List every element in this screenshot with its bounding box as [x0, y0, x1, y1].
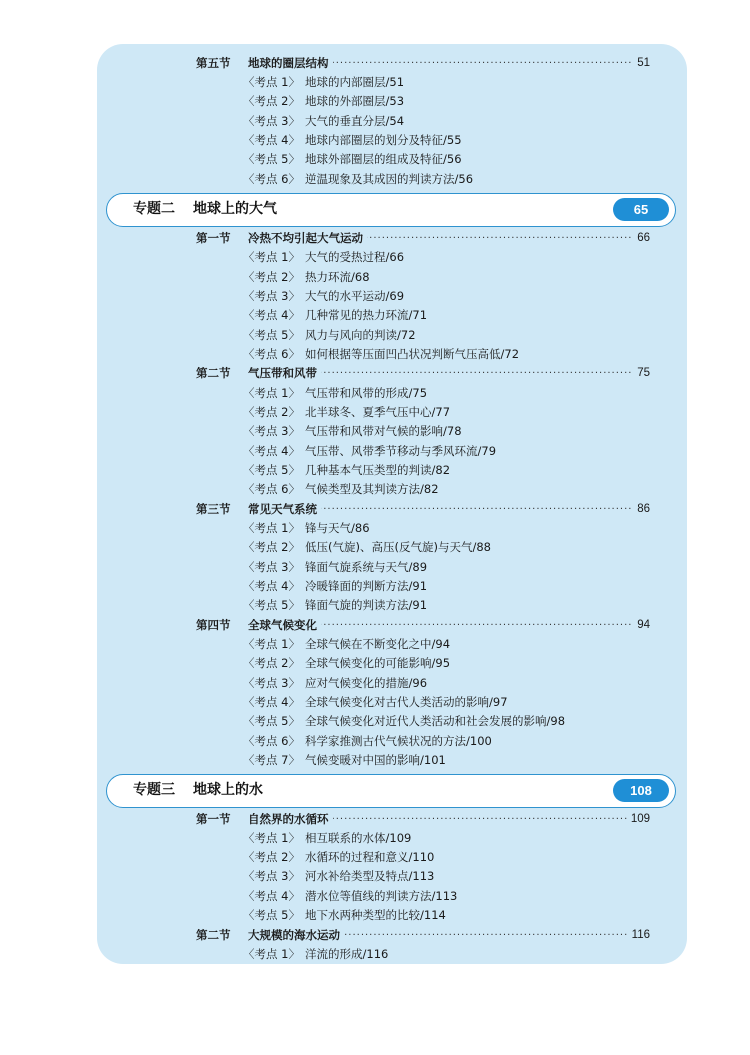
- kaodian-tag: 〈考点 2〉: [243, 270, 300, 284]
- page-number: 116: [628, 926, 650, 945]
- kaodian-row[interactable]: [0, 538, 750, 557]
- page-number: 86: [633, 500, 650, 519]
- kaodian-tag: 〈考点 6〉: [243, 482, 300, 496]
- section-row[interactable]: [0, 364, 750, 383]
- topic-header[interactable]: [106, 774, 676, 808]
- kaodian-row[interactable]: [0, 73, 750, 92]
- kaodian-tag: 〈考点 3〉: [243, 114, 300, 128]
- kaodian-text: 应对气候变化的措施/96: [305, 676, 428, 690]
- kaodian-tag: 〈考点 1〉: [243, 831, 300, 845]
- kaodian-row[interactable]: [0, 654, 750, 673]
- kaodian-text: 气候类型及其判读方法/82: [305, 482, 439, 496]
- kaodian-row[interactable]: [0, 461, 750, 480]
- kaodian-row[interactable]: [0, 112, 750, 131]
- section-title: 气压带和风带: [248, 364, 321, 383]
- kaodian-row[interactable]: [0, 558, 750, 577]
- kaodian-row[interactable]: [0, 422, 750, 441]
- kaodian-tag: 〈考点 3〉: [243, 869, 300, 883]
- kaodian-tag: 〈考点 1〉: [243, 386, 300, 400]
- section-label: 第三节: [196, 502, 231, 516]
- kaodian-row[interactable]: [0, 287, 750, 306]
- kaodian-tag: 〈考点 7〉: [243, 753, 300, 767]
- kaodian-row[interactable]: [0, 887, 750, 906]
- kaodian-row[interactable]: [0, 732, 750, 751]
- kaodian-row[interactable]: [0, 384, 750, 403]
- kaodian-row[interactable]: [0, 268, 750, 287]
- kaodian-tag: 〈考点 4〉: [243, 695, 300, 709]
- kaodian-tag: 〈考点 6〉: [243, 347, 300, 361]
- kaodian-text: 热力环流/68: [305, 270, 370, 284]
- kaodian-row[interactable]: [0, 170, 750, 189]
- kaodian-row[interactable]: [0, 867, 750, 886]
- page-number: 109: [627, 810, 650, 829]
- kaodian-text: 锋面气旋系统与天气/89: [305, 560, 428, 574]
- section-row[interactable]: [0, 616, 750, 635]
- kaodian-text: 地球内部圈层的划分及特征/55: [305, 133, 462, 147]
- section-title: 常见天气系统: [248, 500, 321, 519]
- kaodian-tag: 〈考点 3〉: [243, 289, 300, 303]
- kaodian-text: 锋与天气/86: [305, 521, 370, 535]
- kaodian-row[interactable]: [0, 480, 750, 499]
- kaodian-row[interactable]: [0, 248, 750, 267]
- kaodian-text: 锋面气旋的判读方法/91: [305, 598, 428, 612]
- topic-title: 地球上的水: [193, 782, 263, 798]
- page-number: 94: [633, 616, 650, 635]
- kaodian-text: 气候变暖对中国的影响/101: [305, 753, 446, 767]
- kaodian-row[interactable]: [0, 945, 750, 964]
- kaodian-tag: 〈考点 2〉: [243, 405, 300, 419]
- kaodian-text: 大气的受热过程/66: [305, 250, 405, 264]
- kaodian-tag: 〈考点 3〉: [243, 676, 300, 690]
- kaodian-row[interactable]: [0, 751, 750, 770]
- kaodian-text: 气压带和风带对气候的影响/78: [305, 424, 462, 438]
- kaodian-text: 洋流的形成/116: [305, 947, 389, 961]
- kaodian-tag: 〈考点 4〉: [243, 308, 300, 322]
- kaodian-row[interactable]: [0, 906, 750, 925]
- kaodian-text: 水循环的过程和意义/110: [305, 850, 435, 864]
- kaodian-text: 地球的外部圈层/53: [305, 94, 405, 108]
- topic-label: 专题三: [133, 782, 175, 798]
- section-row[interactable]: [0, 810, 750, 829]
- page-number: 51: [633, 54, 650, 73]
- section-title: 大规模的海水运动: [248, 926, 344, 945]
- section-label: 第四节: [196, 618, 231, 632]
- kaodian-row[interactable]: [0, 693, 750, 712]
- kaodian-row[interactable]: [0, 92, 750, 111]
- section-label: 第一节: [196, 812, 231, 826]
- kaodian-text: 潜水位等值线的判读方法/113: [305, 889, 458, 903]
- kaodian-tag: 〈考点 2〉: [243, 540, 300, 554]
- kaodian-row[interactable]: [0, 306, 750, 325]
- kaodian-text: 全球气候变化对近代人类活动和社会发展的影响/98: [305, 714, 566, 728]
- kaodian-text: 全球气候变化的可能影响/95: [305, 656, 451, 670]
- section-row[interactable]: [0, 229, 750, 248]
- kaodian-row[interactable]: [0, 519, 750, 538]
- kaodian-tag: 〈考点 1〉: [243, 947, 300, 961]
- kaodian-tag: 〈考点 1〉: [243, 250, 300, 264]
- topic-header[interactable]: [106, 193, 676, 227]
- kaodian-tag: 〈考点 4〉: [243, 133, 300, 147]
- kaodian-text: 北半球冬、夏季气压中心/77: [305, 405, 451, 419]
- page-number: 75: [633, 364, 650, 383]
- section-title: 地球的圈层结构: [248, 54, 333, 73]
- kaodian-tag: 〈考点 3〉: [243, 560, 300, 574]
- kaodian-row[interactable]: [0, 131, 750, 150]
- kaodian-tag: 〈考点 5〉: [243, 328, 300, 342]
- kaodian-text: 气压带和风带的形成/75: [305, 386, 428, 400]
- kaodian-text: 风力与风向的判读/72: [305, 328, 416, 342]
- kaodian-row[interactable]: [0, 150, 750, 169]
- section-row[interactable]: [0, 500, 750, 519]
- topic-page-badge: 108: [613, 779, 669, 802]
- kaodian-text: 大气的垂直分层/54: [305, 114, 405, 128]
- section-title: 冷热不均引起大气运动: [248, 229, 367, 248]
- kaodian-text: 全球气候在不断变化之中/94: [305, 637, 451, 651]
- section-label: 第五节: [196, 56, 231, 70]
- section-row[interactable]: [0, 54, 750, 73]
- section-label: 第二节: [196, 928, 231, 942]
- kaodian-row[interactable]: [0, 848, 750, 867]
- kaodian-tag: 〈考点 5〉: [243, 152, 300, 166]
- page-number: 66: [633, 229, 650, 248]
- kaodian-text: 全球气候变化对古代人类活动的影响/97: [305, 695, 508, 709]
- kaodian-tag: 〈考点 2〉: [243, 94, 300, 108]
- topic-page-badge: 65: [613, 198, 669, 221]
- kaodian-text: 低压(气旋)、高压(反气旋)与天气/88: [305, 540, 491, 554]
- kaodian-tag: 〈考点 4〉: [243, 889, 300, 903]
- kaodian-text: 逆温现象及其成因的判读方法/56: [305, 172, 474, 186]
- section-label: 第二节: [196, 366, 231, 380]
- kaodian-text: 相互联系的水体/109: [305, 831, 412, 845]
- kaodian-tag: 〈考点 5〉: [243, 463, 300, 477]
- kaodian-text: 大气的水平运动/69: [305, 289, 405, 303]
- kaodian-row[interactable]: [0, 326, 750, 345]
- kaodian-tag: 〈考点 2〉: [243, 656, 300, 670]
- kaodian-tag: 〈考点 2〉: [243, 850, 300, 864]
- kaodian-tag: 〈考点 6〉: [243, 734, 300, 748]
- topic-title: 地球上的大气: [193, 201, 277, 217]
- kaodian-text: 地球外部圈层的组成及特征/56: [305, 152, 462, 166]
- kaodian-text: 如何根据等压面凹凸状况判断气压高低/72: [305, 347, 520, 361]
- kaodian-text: 地下水两种类型的比较/114: [305, 908, 446, 922]
- kaodian-row[interactable]: [0, 345, 750, 364]
- kaodian-tag: 〈考点 3〉: [243, 424, 300, 438]
- kaodian-tag: 〈考点 4〉: [243, 579, 300, 593]
- kaodian-tag: 〈考点 5〉: [243, 714, 300, 728]
- kaodian-row[interactable]: [0, 829, 750, 848]
- section-label: 第一节: [196, 231, 231, 245]
- kaodian-row[interactable]: [0, 635, 750, 654]
- kaodian-tag: 〈考点 6〉: [243, 172, 300, 186]
- kaodian-row[interactable]: [0, 577, 750, 596]
- kaodian-tag: 〈考点 4〉: [243, 444, 300, 458]
- kaodian-text: 气压带、风带季节移动与季风环流/79: [305, 444, 497, 458]
- kaodian-row[interactable]: [0, 403, 750, 422]
- kaodian-text: 几种基本气压类型的判读/82: [305, 463, 451, 477]
- kaodian-tag: 〈考点 5〉: [243, 598, 300, 612]
- kaodian-text: 冷暖锋面的判断方法/91: [305, 579, 428, 593]
- kaodian-row[interactable]: [0, 674, 750, 693]
- kaodian-row[interactable]: [0, 712, 750, 731]
- kaodian-text: 科学家推测古代气候状况的方法/100: [305, 734, 492, 748]
- kaodian-text: 地球的内部圈层/51: [305, 75, 405, 89]
- kaodian-text: 河水补给类型及特点/113: [305, 869, 435, 883]
- kaodian-tag: 〈考点 1〉: [243, 521, 300, 535]
- topic-label: 专题二: [133, 201, 175, 217]
- kaodian-text: 几种常见的热力环流/71: [305, 308, 428, 322]
- kaodian-tag: 〈考点 1〉: [243, 637, 300, 651]
- kaodian-row[interactable]: [0, 596, 750, 615]
- kaodian-tag: 〈考点 5〉: [243, 908, 300, 922]
- section-title: 全球气候变化: [248, 616, 321, 635]
- section-row[interactable]: [0, 926, 750, 945]
- section-title: 自然界的水循环: [248, 810, 333, 829]
- kaodian-row[interactable]: [0, 442, 750, 461]
- kaodian-tag: 〈考点 1〉: [243, 75, 300, 89]
